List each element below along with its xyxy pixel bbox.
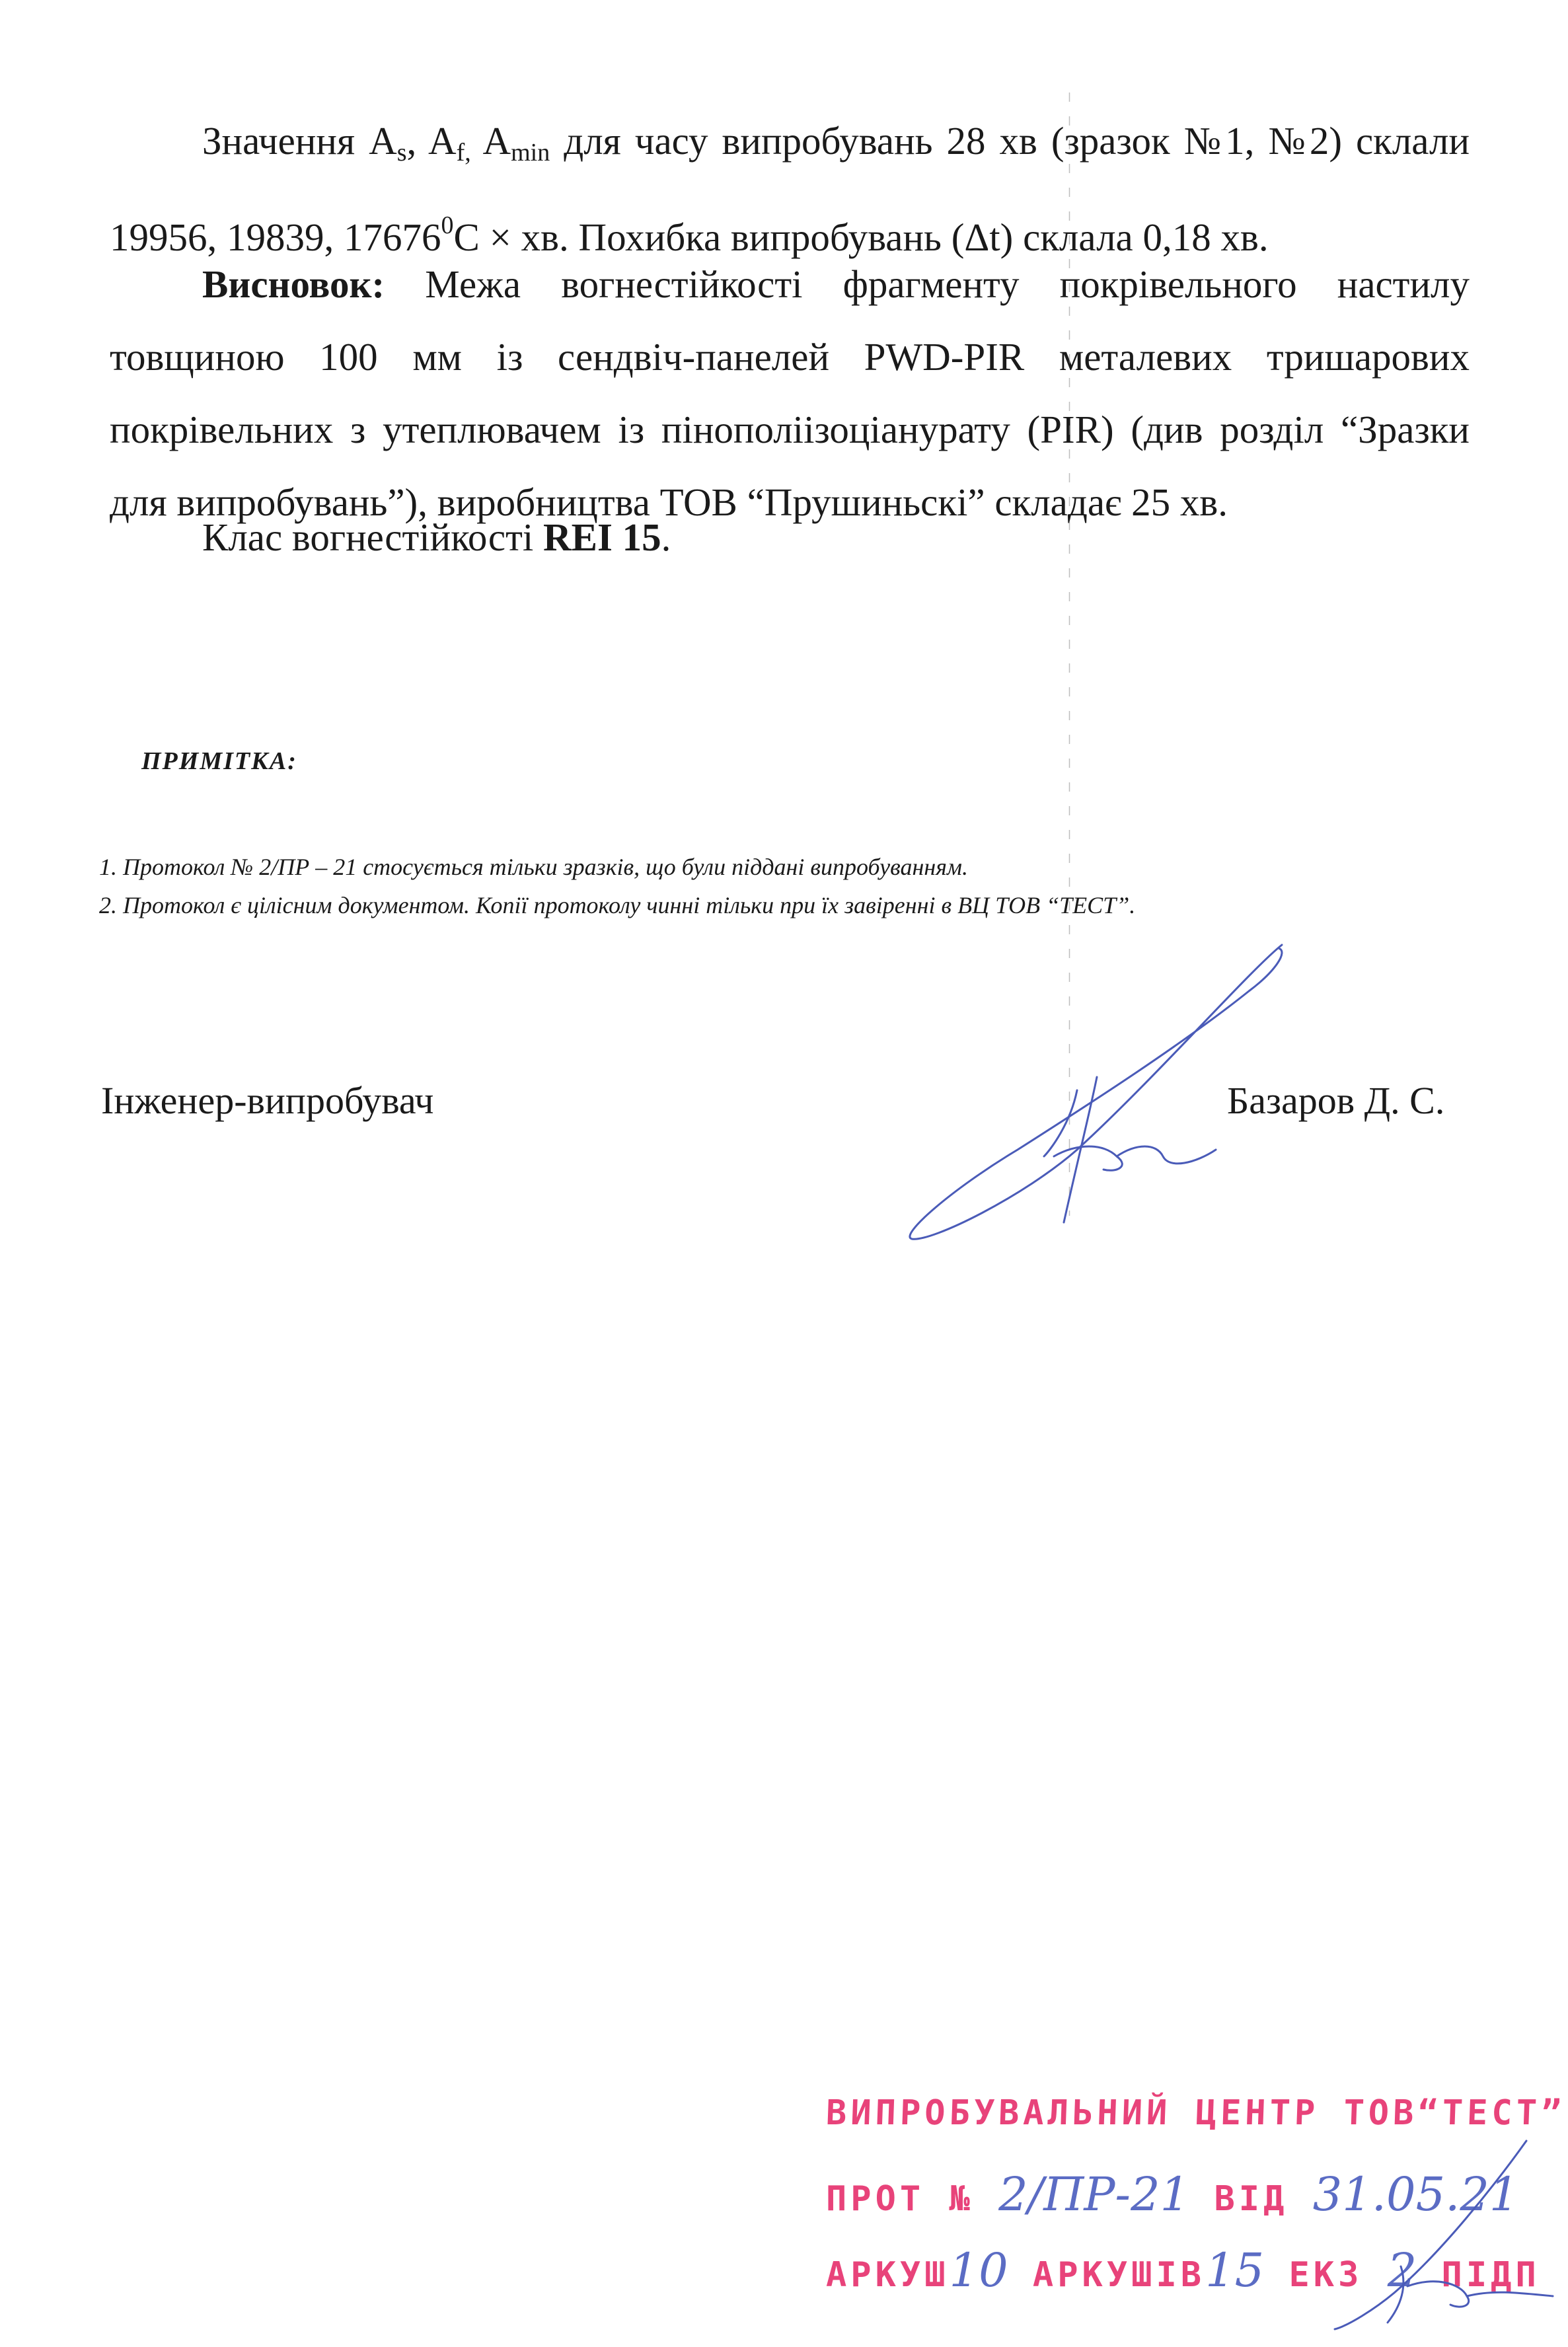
subscript: s	[396, 139, 407, 167]
paragraph-class	[110, 501, 1470, 574]
stamp-text: ПІДП	[1417, 2255, 1540, 2295]
text-segment: , A	[406, 119, 457, 163]
class-text: Клас вогнестійкості	[202, 515, 543, 559]
text-segment: C × хв. Похибка випробувань (Δt) склала 0,18 хв.	[453, 215, 1269, 259]
stamp-handwritten: 10	[949, 2243, 1008, 2297]
stamp-handwritten: 2	[1387, 2243, 1417, 2297]
note-item: 2. Протокол є цілісним документом. Копії протоколу чинні тільки при їх завіренні в ВЦ ТОВ “ТЕСТ”.	[99, 892, 1136, 918]
stamp-text: АРКУШ	[826, 2255, 950, 2295]
note-item: 1. Протокол № 2/ПР – 21 стосується тільки зразків, що були піддані випробуванням.	[99, 854, 968, 880]
subscript: f,	[456, 139, 471, 167]
note-list	[99, 848, 1487, 924]
stamp-signature	[1308, 2134, 1559, 2332]
stamp-text: ВІД	[1189, 2179, 1288, 2219]
stamp-text: АРКУШІВ	[1008, 2255, 1206, 2295]
note-heading: ПРИМІТКА:	[141, 747, 297, 775]
stamp-text: ПРОТ №	[826, 2179, 974, 2219]
stamp-line-1: ВИПРОБУВАЛЬНИЙ ЦЕНТР ТОВ“ТЕСТ”	[825, 2093, 1567, 2133]
stamp-handwritten: 31.05.21	[1312, 2167, 1519, 2221]
text-segment: Значення A	[202, 119, 397, 163]
text-segment: A	[470, 119, 511, 163]
signer-name: Базаров Д. С.	[1227, 1079, 1445, 1122]
paragraph-conclusion	[110, 248, 1470, 539]
conclusion-label: Висновок:	[202, 262, 385, 306]
class-value: REI 15	[543, 515, 661, 559]
text-segment: .	[661, 515, 671, 559]
stamp-text: ЕКЗ	[1264, 2255, 1363, 2295]
text-segment: для часу випробувань 28 хв (зразок №1, №2) склали 19956, 19839, 17676	[110, 119, 1470, 259]
stamp-handwritten: 15	[1205, 2243, 1265, 2297]
conclusion-text: Межа вогнестійкості фрагменту покрівельного настилу товщиною 100 мм із сендвіч-панелей PWD-PIR металевих тришарових покрівельних з утеплювачем із пінополіізоціанурату (PIR) (див розділ “Зразки для випробувань”), виробництва ТОВ “Прушиньскі” складає 25 хв.	[110, 262, 1470, 524]
subscript: min	[511, 139, 550, 167]
superscript: 0	[441, 211, 454, 239]
signer-role: Інженер-випробувач	[101, 1079, 434, 1122]
stamp-handwritten: 2/ПР-21	[998, 2167, 1190, 2221]
handwritten-signature	[879, 932, 1341, 1275]
